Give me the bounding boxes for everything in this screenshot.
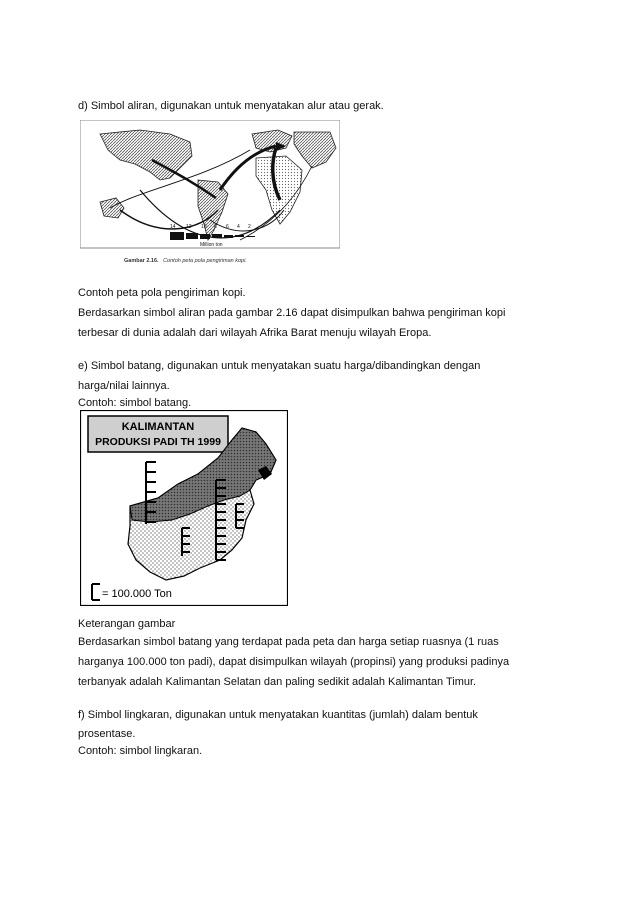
legend-value-14: 14 (170, 224, 176, 230)
coffee-flow-map (80, 120, 340, 270)
flow-conclusion-line1: Berdasarkan simbol aliran pada gambar 2.16 dapat disimpulkan bahwa pengiriman kopi (78, 307, 506, 319)
legend-value-10: 10 (201, 224, 207, 230)
coffee-flow-map-graphic (80, 120, 340, 270)
section-f-example: Contoh: simbol lingkaran. (78, 745, 203, 757)
figure-caption-text: Contoh peta pola pengiriman kopi. (163, 258, 247, 264)
kalimantan-bar-map-graphic (80, 410, 288, 606)
flow-example: Contoh peta pola pengiriman kopi. (78, 287, 246, 299)
explanation-heading: Keterangan gambar (78, 618, 176, 630)
explanation-line1: Berdasarkan simbol batang yang terdapat pada peta dan harga setiap ruasnya (1 ruas (78, 636, 499, 648)
section-e-example: Contoh: simbol batang. (78, 397, 192, 409)
legend-value-2: 2 (248, 224, 251, 230)
section-f-line1: f) Simbol lingkaran, digunakan untuk menyatakan kuantitas (jumlah) dalam bentuk (78, 709, 478, 721)
explanation-line3: terbanyak adalah Kalimantan Selatan dan paling sedikit adalah Kalimantan Timur. (78, 676, 477, 688)
section-e-line2: harga/nilai lainnya. (78, 380, 170, 392)
legend-value-12: 12 (186, 224, 192, 230)
figure-caption-label: Gambar 2.16. (124, 258, 159, 264)
section-d-heading: d) Simbol aliran, digunakan untuk menyatakan alur atau gerak. (78, 100, 384, 112)
figure-caption (124, 258, 247, 264)
kalimantan-bar-map (80, 410, 288, 606)
legend-value-8: 8 (214, 224, 217, 230)
legend-value-4: 4 (237, 224, 240, 230)
legend-unit: Million ton (200, 242, 223, 248)
bar-map-title-line1: KALIMANTAN (121, 421, 195, 433)
flow-conclusion-line2: terbesar di dunia adalah dari wilayah Afrika Barat menuju wilayah Eropa. (78, 327, 432, 339)
legend-value-6: 6 (226, 224, 229, 230)
section-e-line1: e) Simbol batang, digunakan untuk menyatakan suatu harga/dibandingkan dengan (78, 360, 481, 372)
explanation-line2: harganya 100.000 ton padi), dapat disimpulkan wilayah (propinsi) yang produksi padinya (78, 656, 510, 668)
section-f-line2: prosentase. (78, 728, 136, 740)
bar-map-title-line2: PRODUKSI PADI TH 1999 (95, 436, 221, 448)
bar-legend-text: = 100.000 Ton (102, 588, 172, 600)
